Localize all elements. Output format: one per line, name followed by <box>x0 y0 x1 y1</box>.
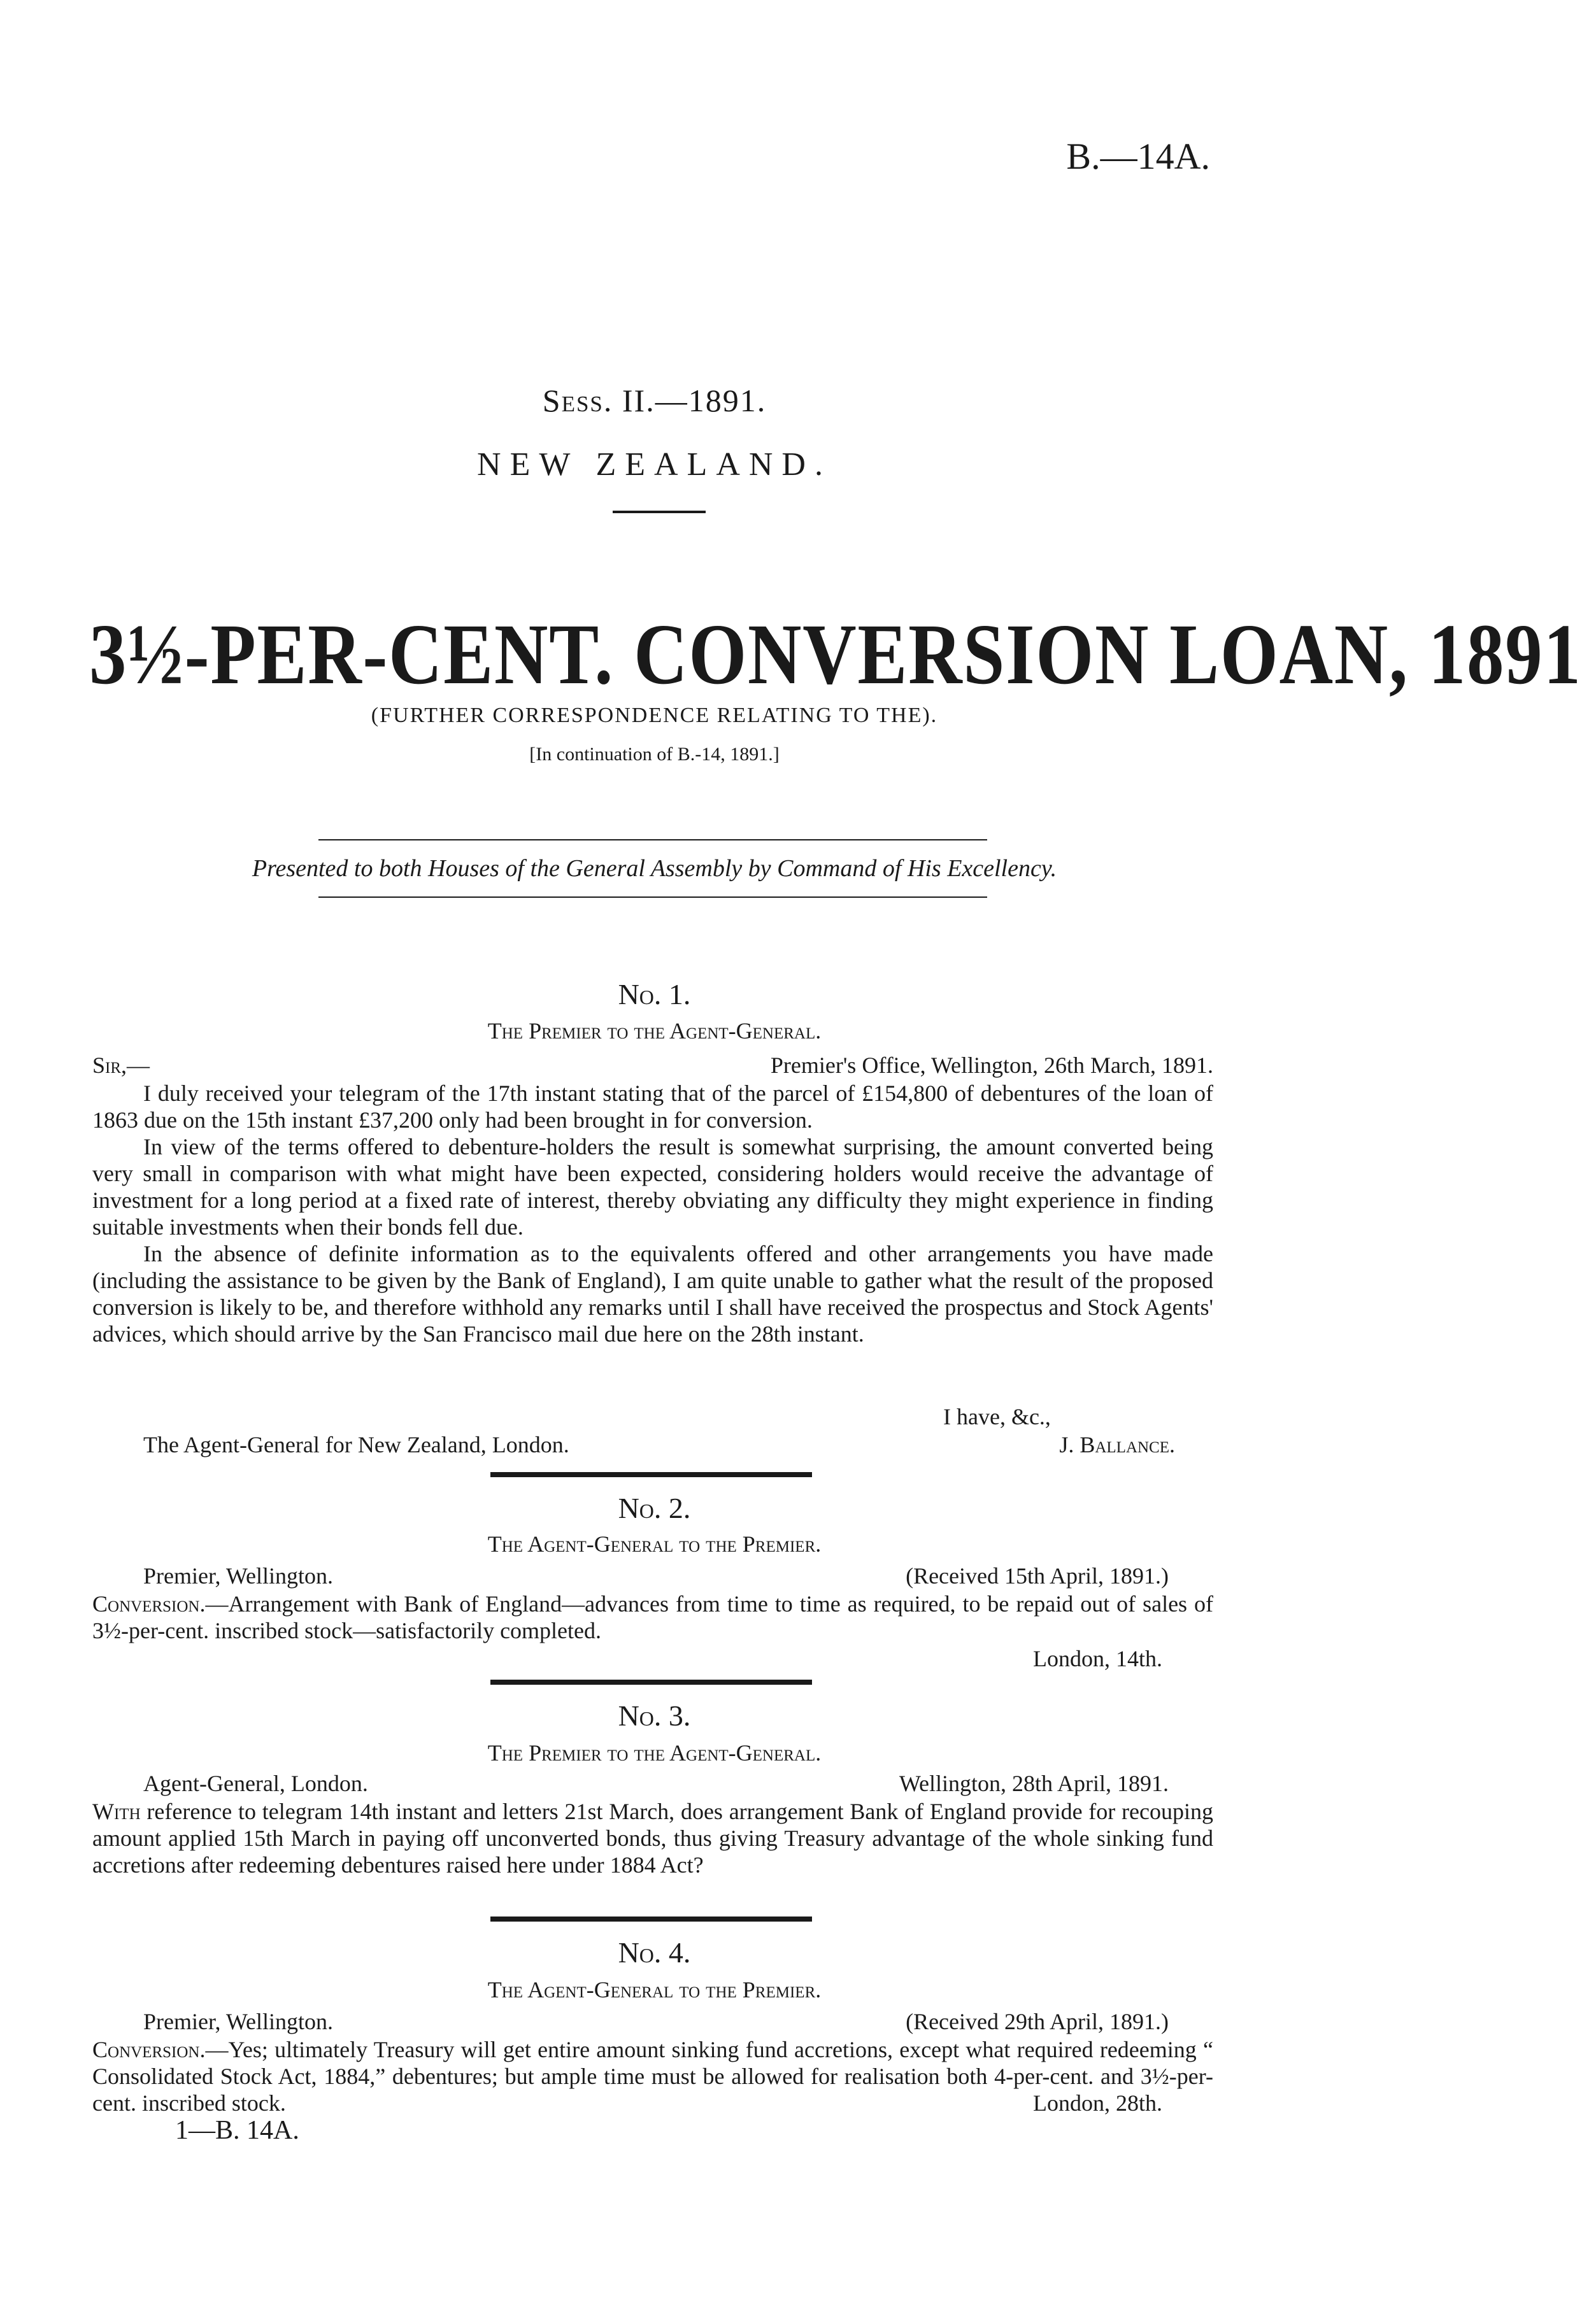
letter-3-text: reference to telegram 14th instant and letters 21st March, does arrangement Bank of England provide for recouping amount applied 15th March in paying off unconverted bonds, thus giving Treasury advantage of the whole sinking fund accretions after redeeming debentures raised here under 1884 Act? <box>92 1799 1213 1878</box>
letter-3-heading-row <box>92 1770 1213 1797</box>
letter-2-received: (Received 15th April, 1891.) <box>906 1563 1169 1589</box>
letter-2-lead: Conversion. <box>92 1591 206 1617</box>
letter-3-lead: With <box>92 1799 141 1824</box>
letter-3-body <box>92 1798 1213 1878</box>
separator-rule <box>490 1472 812 1477</box>
document-reference: B.—14A. <box>1066 136 1210 177</box>
letter-3-number: No. 3. <box>618 1699 691 1732</box>
letter-1-addressee: The Agent-General for New Zealand, London. <box>143 1432 569 1457</box>
presented-line: Presented to both Houses of the General Assembly by Command of His Excellency. <box>252 855 1057 882</box>
letter-4-lead: Conversion. <box>92 2037 206 2062</box>
short-rule <box>613 511 706 513</box>
separator-rule <box>490 1917 812 1922</box>
continuation-note: [In continuation of B.-14, 1891.] <box>529 744 780 765</box>
letter-2-body <box>92 1591 1213 1644</box>
letter-1-number: No. 1. <box>618 978 691 1010</box>
letter-1-paragraph: In the absence of definite information as to the equivalents offered and other arrangements you have made (including the assistance to be given by the Bank of England), I am quite unable to gather what the result of the proposed conversion is likely to be, and therefore withhold any remarks until I shall have received the prospectus and Stock Agents' advices, which should arrive by the San Francisco mail due here on the 28th instant. <box>92 1241 1213 1347</box>
letter-3-addressee: Agent-General, London. <box>143 1771 368 1796</box>
letter-2-from-to: The Agent-General to the Premier. <box>487 1531 822 1557</box>
letter-3-from-to: The Premier to the Agent-General. <box>487 1740 822 1766</box>
report-title: 3½-PER-CENT. CONVERSION LOAN, 1891 <box>89 607 1582 702</box>
letter-1-heading-row <box>92 1052 1213 1079</box>
letter-4-dateline: London, 28th. <box>1033 2090 1162 2116</box>
letter-3-place-date: Wellington, 28th April, 1891. <box>899 1771 1169 1796</box>
letter-4-heading-row <box>92 2008 1213 2035</box>
sheet-signature: 1—B. 14A. <box>175 2116 299 2145</box>
letter-4-received: (Received 29th April, 1891.) <box>906 2009 1169 2034</box>
letter-1-paragraph: In view of the terms offered to debenture-holders the result is somewhat surprising, the amount converted being very small in comparison with what might have been expected, considering holders would receive the advantage of investment for a long period at a fixed rate of interest, thereby obviating any difficulty they might experience in finding suitable investments when their bonds fell due. <box>92 1134 1213 1240</box>
rule-below-presented <box>318 896 987 898</box>
separator-rule <box>490 1680 812 1685</box>
letter-4-number: No. 4. <box>618 1936 691 1969</box>
letter-2-number: No. 2. <box>618 1492 691 1524</box>
session-line: Sess. II.—1891. <box>542 383 767 418</box>
letter-1-closing: I have, &c., <box>943 1404 1051 1429</box>
letter-1-place-date: Premier's Office, Wellington, 26th March, 1891. <box>770 1052 1213 1078</box>
letter-1-salutation: Sir,— <box>92 1052 150 1078</box>
letter-4-addressee: Premier, Wellington. <box>143 2009 333 2034</box>
letter-2-text: —Arrangement with Bank of England—advances from time to time as required, to be repaid out of sales of 3½-per-cent. inscribed stock—satisfactorily completed. <box>92 1591 1213 1643</box>
letter-2-addressee: Premier, Wellington. <box>143 1563 333 1589</box>
letter-4-text: —Yes; ultimately Treasury will get entire amount sinking fund accretions, except what required redeeming “ Consolidated Stock Act, 1884,” debentures; but ample time must be allowed for realisation both 4-per-cent. and 3½-per-cent. inscribed stock. <box>92 2037 1213 2116</box>
rule-above-presented <box>318 839 987 840</box>
letter-2-dateline: London, 14th. <box>1033 1646 1162 1671</box>
letter-1-from-to: The Premier to the Agent-General. <box>487 1018 822 1044</box>
letter-2-heading-row <box>92 1562 1213 1589</box>
letter-1-signature: J. Ballance. <box>1059 1432 1175 1457</box>
letter-4-from-to: The Agent-General to the Premier. <box>487 1977 822 2002</box>
letter-1-sign-row <box>92 1431 1213 1458</box>
letter-1-paragraph: I duly received your telegram of the 17th instant stating that of the parcel of £154,800 of debentures of the loan of 1863 due on the 15th instant £37,200 only had been brought in for conversion. <box>92 1081 1213 1133</box>
report-subtitle: (FURTHER CORRESPONDENCE RELATING TO THE). <box>371 704 938 727</box>
letter-1-body <box>92 1080 1213 1347</box>
country-heading: NEW ZEALAND. <box>477 446 832 483</box>
